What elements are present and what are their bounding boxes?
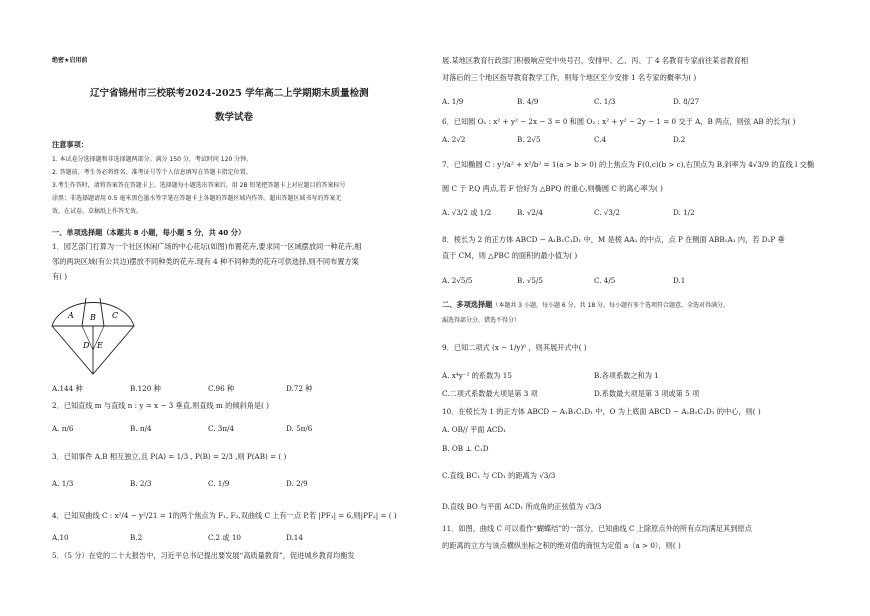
q1-option-d: D.72 种 xyxy=(286,384,313,393)
q3-stem: 3．已知事件 A,B 相互独立,且 P(A) = 1/3 , P(B) = 2/3 ,则 P(AB) = ( ) xyxy=(52,452,287,461)
region-label-a: A xyxy=(68,311,74,320)
q10-option-d: D.直线 BO 与平面 ACD₁ 所成角的正弦值为 √3/3 xyxy=(442,502,602,511)
q5-cont-line: 对落后的三个地区指导教育教学工作，则每个地区至少安排 1 名专家的概率为( ) xyxy=(442,73,697,82)
q2-option-b: B. π/4 xyxy=(130,424,152,433)
q3-option-b: B. 2/3 xyxy=(130,479,152,488)
q6-option-b: B. 2√5 xyxy=(517,135,541,144)
region-label-c: C xyxy=(112,311,119,320)
q6-stem: 6．已知圆 O₁ : x² + y² − 2x − 3 = 0 和圆 O₂ : x² + y² − 2y − 1 = 0 交于 A，B 两点，则弦 AB 的长为( ) xyxy=(442,117,796,126)
q6-option-c: C.4 xyxy=(594,135,607,144)
q10-option-b: B. OB ⊥ C₁D xyxy=(442,444,489,453)
q10-option-a: A. OB// 平面 ACD₁ xyxy=(442,425,507,434)
q4-option-c: C.2 或 10 xyxy=(208,533,242,542)
section2-heading-line xyxy=(442,300,729,310)
q11-stem: 的距离的立方与该点横纵坐标之积的绝对值的商恒为定值 a（a > 0），则( ) xyxy=(442,541,681,550)
exam-title: 辽宁省锦州市三校联考2024-2025 学年高二上学期期末质量检测 xyxy=(90,88,369,99)
q5-stem: 5．（5 分）在党的二十大报告中，习近平总书记提出要发展“高质量教育”，促进城乡教育均衡发 xyxy=(52,551,355,560)
flower-bed-diagram xyxy=(48,296,138,376)
q8-option-c: C. 4/5 xyxy=(594,276,616,285)
q9-option-d: D.系数最大项是第 3 项或第 5 项 xyxy=(594,389,700,398)
q8-option-b: B. √5/5 xyxy=(517,276,543,285)
q4-option-a: A.10 xyxy=(52,533,69,542)
q9-option-b: B.各项系数之和为 1 xyxy=(594,371,659,380)
q1-line: 1．园艺部门打算为一个社区休闲广场的中心花坛(如图)布置花卉,要求同一区域摆放同一种花卉,相 xyxy=(52,242,362,251)
q8-option-d: D.1 xyxy=(673,276,686,285)
q7-stem: 7．已知椭圆 C : y²/a² + x²/b² = 1(a > b > 0) 的上焦点为 F(0,c)(b > c),右顶点为 B,斜率为 4√3/9 的直线 l 交椭 xyxy=(442,160,815,169)
region-label-e: E xyxy=(97,341,103,350)
note-line: 涂黑；非选择题请用 0.5 毫米黑色墨水签字笔在答题卡上各题的答题区域内作答。超出答题区域书写的答案无 xyxy=(52,195,342,202)
q7-stem: 圆 C 于 P,Q 两点,若 F 恰好为 △BPQ 的重心,则椭圆 C 的离心率为( ) xyxy=(442,184,663,193)
region-label-b: B xyxy=(90,313,96,322)
note-line: 1. 本试卷分选择题和非选择题两部分。满分 150 分，考试时间 120 分钟。 xyxy=(52,156,253,163)
q5-cont-line: 展.某地区教育行政部门积极响应党中央号召，安排甲、乙、丙、丁 4 名教育专家前往某省教育相 xyxy=(442,56,749,65)
q1-line: 有( ) xyxy=(52,272,68,281)
q7-option-a: A. √3/2 或 1/2 xyxy=(442,208,492,217)
q3-option-c: C. 1/9 xyxy=(208,479,230,488)
q5-option-c: C. 1/3 xyxy=(594,97,616,106)
q4-option-b: B.2 xyxy=(130,533,143,542)
q9-option-a: A. x⁴y⁻² 的系数为 15 xyxy=(442,371,512,380)
secret-tag: 绝密★启用前 xyxy=(52,57,88,64)
q5-option-d: D. 8/27 xyxy=(673,97,700,106)
q5-option-b: B. 4/9 xyxy=(517,97,539,106)
section1-heading: 一、单项选择题（本题共 8 小题，每小题 5 分，共 40 分） xyxy=(52,228,246,237)
q9-option-c: C.二项式系数最大项是第 3 项 xyxy=(442,389,538,398)
note-line: 2. 答题前，考生务必将姓名、准考证号等个人信息填写在答题卡指定位置。 xyxy=(52,169,252,176)
q8-stem: 直于 CM，则 △PBC 的面积的最小值为( ) xyxy=(442,251,578,260)
q3-option-a: A. 1/3 xyxy=(52,479,74,488)
q5-option-a: A. 1/9 xyxy=(442,97,464,106)
region-label-d: D xyxy=(83,341,90,350)
q2-option-c: C. 3π/4 xyxy=(208,424,235,433)
q7-option-d: D. 1/2 xyxy=(673,208,695,217)
q3-option-d: D. 2/9 xyxy=(286,479,308,488)
q2-option-a: A. π/6 xyxy=(52,424,74,433)
q8-stem: 8．棱长为 2 的正方体 ABCD − A₁B₁C₁D₁ 中，M 是棱 AA₁ 的中点，点 P 在侧面 ABB₁A₁ 内，若 D₁P 垂 xyxy=(442,235,785,244)
exam-subject: 数学试卷 xyxy=(215,112,254,123)
q6-option-d: D.2 xyxy=(673,135,686,144)
q2-option-d: D. 5π/6 xyxy=(286,424,313,433)
q6-option-a: A. 2√2 xyxy=(442,135,466,144)
q1-option-a: A.144 种 xyxy=(52,384,83,393)
note-line: 效，在试卷、草稿纸上作答无效。 xyxy=(52,208,143,215)
note-line: 3.考生作答时，请将答案答在答题卡上。选择题每小题选出答案后，用 2B 铅笔把答题卡上对应题目的答案标号 xyxy=(52,182,346,189)
q11-stem: 11．如图，曲线 C 可以看作“蝴蝶结”的一部分，已知曲线 C 上除原点外的所有点均满足其到原点 xyxy=(442,524,752,533)
q8-option-a: A. 2√5/5 xyxy=(442,276,473,285)
q7-option-c: C. √3/2 xyxy=(594,208,620,217)
q1-line: 邻的两块区域(有公共边)摆放不同种类的花卉.现有 4 种不同种类的花卉可供选择,则不同布置方案 xyxy=(52,257,359,266)
q4-stem: 4．已知双曲线 C : x²/4 − y²/21 = 1的两个焦点为 F₁, F₂,双曲线 C 上有一点 P,若 |PF₁| = 6,则|PF₂| = ( ) xyxy=(52,511,397,520)
q9-stem: 9．已知二项式 (x − 1/y)⁶ ，则其展开式中( ) xyxy=(442,343,587,352)
section2-heading: 二、多项选择题 xyxy=(442,300,493,309)
q1-option-b: B.120 种 xyxy=(130,384,161,393)
section2-desc: （本题共 3 小题，每小题 6 分，共 18 分。每小题有多个选项符合题意，全选对得满分， xyxy=(492,302,730,309)
q7-option-b: B. √2/4 xyxy=(517,208,543,217)
q1-option-c: C.96 种 xyxy=(208,384,235,393)
q10-option-c: C.直线 BC₁ 与 CD₁ 的距离为 √3/3 xyxy=(442,471,556,480)
q2-stem: 2．已知直线 m 与直线 n : y = x − 3 垂直,则直线 m 的倾斜角是( ) xyxy=(52,401,269,410)
q10-stem: 10．在棱长为 1 的正方体 ABCD − A₁B₁C₁D₁ 中，O 为上底面 ABCD − A₁B₁C₁D₁ 的中心，则( ) xyxy=(442,407,761,416)
section2-desc: 漏选得部分分，错选不得分） xyxy=(442,317,521,324)
notes-heading: 注意事项： xyxy=(52,140,88,149)
q4-option-d: D.14 xyxy=(286,533,303,542)
